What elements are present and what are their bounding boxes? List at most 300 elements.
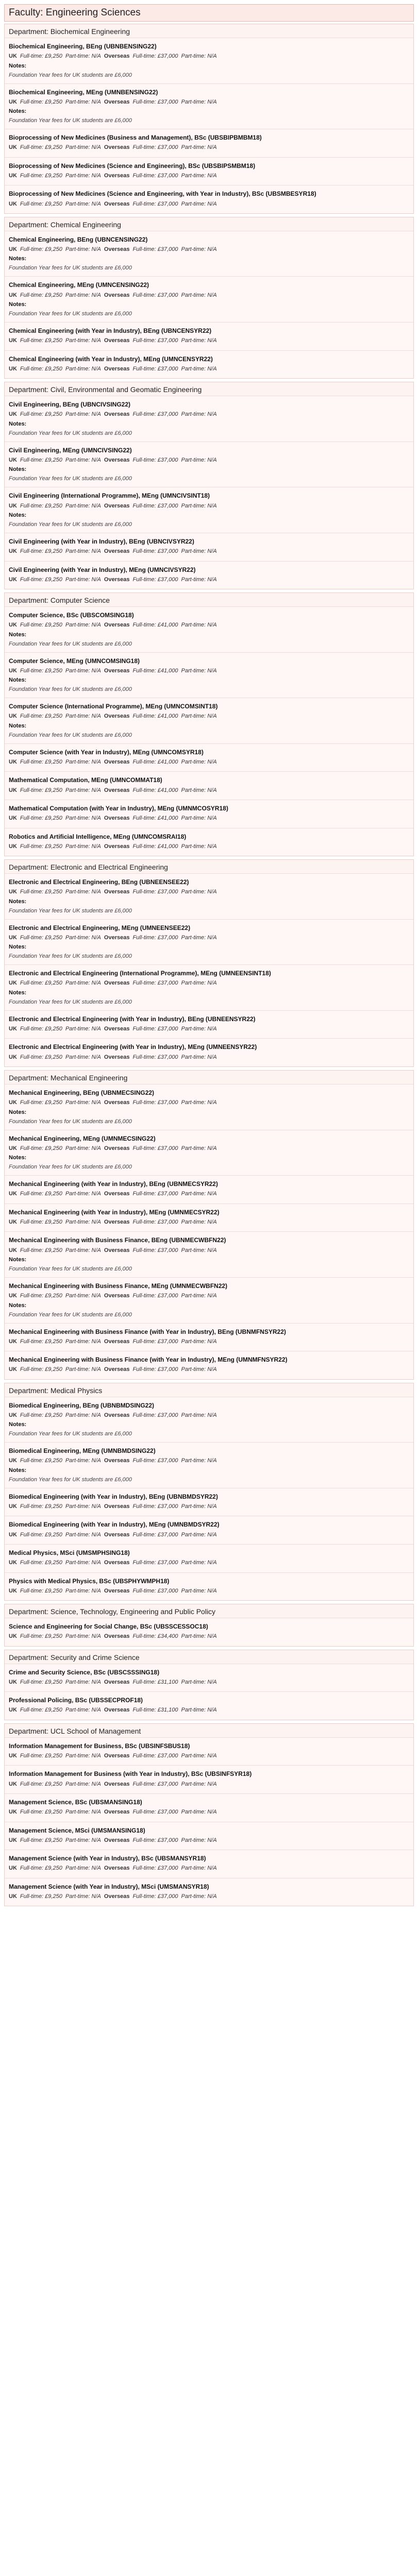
fee-uk-parttime: Part-time: N/A (65, 1781, 101, 1787)
fee-uk-parttime: Part-time: N/A (65, 576, 101, 583)
programme-entry (5, 231, 413, 277)
fee-overseas-label: Overseas (104, 1247, 130, 1253)
fee-overseas-parttime: Part-time: N/A (181, 1893, 217, 1900)
fee-uk-fulltime: Full-time: £9,250 (20, 576, 62, 583)
fee-uk-fulltime: Full-time: £9,250 (20, 787, 62, 793)
foundation-note: Foundation Year fees for UK students are £6,000 (9, 1118, 132, 1125)
fee-uk-parttime: Part-time: N/A (65, 1293, 101, 1299)
fee-uk-parttime: Part-time: N/A (65, 667, 101, 674)
fee-row (9, 1531, 409, 1539)
fee-overseas-parttime: Part-time: N/A (181, 1865, 217, 1872)
programme-name: Biochemical Engineering, MEng (UMNBENSING22) (9, 88, 158, 96)
fee-uk-parttime: Part-time: N/A (65, 1412, 101, 1418)
programme-name: Bioprocessing of New Medicines (Science and Engineering), BSc (UBSBIPSMBM18) (9, 162, 256, 170)
department-title: Department: Security and Crime Science (9, 1653, 140, 1662)
fee-overseas-parttime: Part-time: N/A (181, 1054, 217, 1060)
programme-entry (5, 1664, 413, 1692)
notes-label: Notes: (9, 944, 27, 951)
fee-overseas-parttime: Part-time: N/A (181, 934, 217, 941)
foundation-note: Foundation Year fees for UK students are £6,000 (9, 476, 132, 482)
fee-uk-label: UK (9, 548, 17, 555)
fee-overseas-fulltime: Full-time: £37,000 (132, 1054, 178, 1060)
fee-overseas-parttime: Part-time: N/A (181, 889, 217, 895)
programme-name: Bioprocessing of New Medicines (Business and Management), BSc (UBSBIPBMBM18) (9, 134, 262, 142)
fee-overseas-parttime: Part-time: N/A (181, 1338, 217, 1345)
department-title: Department: Medical Physics (9, 1386, 103, 1395)
fee-uk-label: UK (9, 1054, 17, 1060)
fee-overseas-fulltime: Full-time: £37,000 (132, 1247, 178, 1253)
programme-name: Biomedical Engineering, BEng (UBNBMDSING22) (9, 1401, 155, 1409)
programme-entry (5, 276, 413, 322)
department-section (4, 382, 414, 589)
fee-uk-label: UK (9, 759, 17, 766)
programme-entry (5, 771, 413, 800)
fee-row (9, 548, 409, 555)
department-section (4, 1650, 414, 1720)
fee-uk-fulltime: Full-time: £9,250 (20, 337, 62, 344)
fee-overseas-label: Overseas (104, 1366, 130, 1373)
fee-row (9, 1587, 409, 1595)
programme-name: Civil Engineering (with Year in Industry), BEng (UBNCIVSYR22) (9, 537, 194, 545)
fee-uk-fulltime: Full-time: £9,250 (20, 1366, 62, 1373)
fee-uk-fulltime: Full-time: £9,250 (20, 934, 62, 941)
department-title: Department: Computer Science (9, 596, 110, 605)
fee-uk-parttime: Part-time: N/A (65, 815, 101, 822)
fee-overseas-fulltime: Full-time: £37,000 (132, 1338, 178, 1345)
fee-overseas-fulltime: Full-time: £37,000 (132, 337, 178, 344)
fee-overseas-fulltime: Full-time: £37,000 (132, 548, 178, 555)
fee-uk-fulltime: Full-time: £9,250 (20, 1218, 62, 1225)
fee-uk-parttime: Part-time: N/A (65, 548, 101, 555)
programme-entry (5, 1737, 413, 1766)
fee-uk-parttime: Part-time: N/A (65, 1503, 101, 1510)
programme-entry (5, 1544, 413, 1572)
fee-uk-parttime: Part-time: N/A (65, 787, 101, 793)
foundation-note: Foundation Year fees for UK students are £6,000 (9, 72, 132, 78)
fee-overseas-parttime: Part-time: N/A (181, 1293, 217, 1299)
fee-uk-label: UK (9, 787, 17, 793)
programme-name: Mechanical Engineering (with Year in Industry), MEng (UMNMECSYR22) (9, 1208, 220, 1216)
fee-overseas-parttime: Part-time: N/A (181, 456, 217, 463)
fee-uk-label: UK (9, 1247, 17, 1253)
fee-uk-parttime: Part-time: N/A (65, 1893, 101, 1900)
department-section (4, 217, 414, 379)
fee-uk-parttime: Part-time: N/A (65, 1338, 101, 1345)
fee-uk-label: UK (9, 1338, 17, 1345)
fee-row (9, 144, 409, 151)
programme-name: Bioprocessing of New Medicines (Science and Engineering, with Year in Industry), BSc (UBSMBESYR18) (9, 190, 316, 198)
programme-entry (5, 800, 413, 828)
fee-overseas-fulltime: Full-time: £37,000 (132, 200, 178, 207)
programme-name: Medical Physics, MSci (UMSMPHSING18) (9, 1549, 130, 1556)
fee-uk-parttime: Part-time: N/A (65, 502, 101, 509)
notes-label: Notes: (9, 1421, 27, 1428)
fee-overseas-label: Overseas (104, 456, 130, 463)
programme-name: Biomedical Engineering (with Year in Industry), BEng (UBNBMDSYR22) (9, 1493, 218, 1500)
notes-label: Notes: (9, 108, 27, 115)
fee-row (9, 172, 409, 180)
fee-overseas-fulltime: Full-time: £37,000 (132, 1560, 178, 1566)
programme-entry (5, 1084, 413, 1130)
fee-overseas-label: Overseas (104, 980, 130, 987)
fee-overseas-fulltime: Full-time: £37,000 (132, 365, 178, 372)
notes-label: Notes: (9, 677, 27, 684)
fee-row (9, 456, 409, 464)
programme-name: Professional Policing, BSc (UBSSECPROF18) (9, 1697, 143, 1704)
programme-entry (5, 442, 413, 487)
fee-uk-parttime: Part-time: N/A (65, 172, 101, 179)
fee-row (9, 1457, 409, 1465)
fee-overseas-fulltime: Full-time: £37,000 (132, 1099, 178, 1106)
fee-overseas-label: Overseas (104, 337, 130, 344)
foundation-note: Foundation Year fees for UK students are £6,000 (9, 1476, 132, 1483)
fee-uk-parttime: Part-time: N/A (65, 759, 101, 766)
fee-uk-fulltime: Full-time: £9,250 (20, 1026, 62, 1032)
fee-row (9, 934, 409, 942)
fee-row (9, 1025, 409, 1033)
programme-entry (5, 1010, 413, 1039)
fee-uk-fulltime: Full-time: £9,250 (20, 1679, 62, 1685)
fee-overseas-label: Overseas (104, 667, 130, 674)
fee-overseas-label: Overseas (104, 576, 130, 583)
programme-entry (5, 1323, 413, 1351)
fee-overseas-label: Overseas (104, 1587, 130, 1594)
fee-uk-label: UK (9, 1218, 17, 1225)
fee-overseas-fulltime: Full-time: £37,000 (132, 1809, 178, 1816)
fee-row (9, 411, 409, 418)
fee-overseas-parttime: Part-time: N/A (181, 1837, 217, 1843)
fee-overseas-label: Overseas (104, 1809, 130, 1816)
fee-overseas-parttime: Part-time: N/A (181, 1026, 217, 1032)
fee-overseas-fulltime: Full-time: £37,000 (132, 1145, 178, 1151)
programme-name: Robotics and Artificial Intelligence, MEng (UMNCOMSRAI18) (9, 833, 187, 840)
programme-entry (5, 652, 413, 698)
fee-uk-label: UK (9, 172, 17, 179)
notes-label: Notes: (9, 1109, 27, 1115)
fee-row (9, 888, 409, 896)
fee-uk-label: UK (9, 1560, 17, 1566)
fee-uk-label: UK (9, 1893, 17, 1900)
programme-name: Physics with Medical Physics, BSc (UBSPHYWMPH18) (9, 1577, 170, 1585)
fee-uk-fulltime: Full-time: £9,250 (20, 759, 62, 766)
fee-overseas-parttime: Part-time: N/A (181, 1809, 217, 1816)
fee-uk-parttime: Part-time: N/A (65, 1633, 101, 1640)
fee-uk-parttime: Part-time: N/A (65, 843, 101, 850)
fee-uk-label: UK (9, 1366, 17, 1373)
notes-label: Notes: (9, 62, 27, 69)
programme-name: Mechanical Engineering, BEng (UBNMECSING22) (9, 1089, 155, 1097)
fee-overseas-parttime: Part-time: N/A (181, 337, 217, 344)
fee-overseas-parttime: Part-time: N/A (181, 1531, 217, 1538)
fee-uk-fulltime: Full-time: £9,250 (20, 1781, 62, 1787)
fee-overseas-parttime: Part-time: N/A (181, 1753, 217, 1759)
programme-entry (5, 743, 413, 772)
fee-row (9, 1865, 409, 1872)
fee-uk-parttime: Part-time: N/A (65, 1809, 101, 1816)
fee-overseas-label: Overseas (104, 759, 130, 766)
programme-name: Mathematical Computation, MEng (UMNCOMMAT18) (9, 776, 162, 784)
fee-overseas-label: Overseas (104, 411, 130, 418)
department-section (4, 592, 414, 856)
fee-uk-fulltime: Full-time: £9,250 (20, 1145, 62, 1151)
fee-uk-fulltime: Full-time: £9,250 (20, 200, 62, 207)
fee-row (9, 1218, 409, 1226)
fee-row (9, 292, 409, 299)
fee-overseas-fulltime: Full-time: £37,000 (132, 1781, 178, 1787)
programme-name: Management Science, BSc (UBSMANSING18) (9, 1799, 142, 1806)
fee-uk-parttime: Part-time: N/A (65, 1865, 101, 1872)
programme-name: Civil Engineering (with Year in Industry), MEng (UMNCIVSYR22) (9, 566, 196, 573)
fee-uk-label: UK (9, 622, 17, 629)
programme-name: Chemical Engineering, BEng (UBNCENSING22) (9, 235, 148, 243)
programme-entry (5, 487, 413, 533)
fee-uk-parttime: Part-time: N/A (65, 1837, 101, 1843)
fee-uk-fulltime: Full-time: £9,250 (20, 172, 62, 179)
fee-uk-parttime: Part-time: N/A (65, 337, 101, 344)
programme-name: Mechanical Engineering with Business Finance (with Year in Industry), BEng (UBNMFNSYR22) (9, 1328, 286, 1335)
fee-uk-parttime: Part-time: N/A (65, 1247, 101, 1253)
fee-uk-parttime: Part-time: N/A (65, 456, 101, 463)
programme-entry (5, 1175, 413, 1204)
programme-name: Information Management for Business (with Year in Industry), BSc (UBSINFSYR18) (9, 1770, 252, 1778)
fee-row (9, 815, 409, 822)
programme-entry (5, 1878, 413, 1906)
fee-uk-fulltime: Full-time: £9,250 (20, 548, 62, 555)
fee-uk-label: UK (9, 1679, 17, 1685)
fee-row (9, 713, 409, 720)
fee-uk-fulltime: Full-time: £9,250 (20, 1865, 62, 1872)
programme-name: Electronic and Electrical Engineering, MEng (UMNEENSEE22) (9, 924, 191, 931)
fee-uk-label: UK (9, 1145, 17, 1151)
fee-overseas-fulltime: Full-time: £37,000 (132, 1191, 178, 1197)
fee-overseas-parttime: Part-time: N/A (181, 815, 217, 822)
fee-uk-parttime: Part-time: N/A (65, 411, 101, 418)
fee-uk-parttime: Part-time: N/A (65, 889, 101, 895)
fee-row (9, 1633, 409, 1640)
fee-overseas-parttime: Part-time: N/A (181, 713, 217, 720)
fee-row (9, 1099, 409, 1107)
fee-uk-fulltime: Full-time: £9,250 (20, 411, 62, 418)
fee-row (9, 667, 409, 675)
fee-uk-parttime: Part-time: N/A (65, 1099, 101, 1106)
fee-uk-fulltime: Full-time: £9,250 (20, 1191, 62, 1197)
fee-overseas-fulltime: Full-time: £41,000 (132, 815, 178, 822)
programme-entry (5, 1618, 413, 1646)
fee-uk-fulltime: Full-time: £9,250 (20, 1753, 62, 1759)
notes-label: Notes: (9, 722, 27, 729)
fee-overseas-fulltime: Full-time: £37,000 (132, 1503, 178, 1510)
programme-name: Computer Science (International Programme), MEng (UMNCOMSINT18) (9, 703, 218, 710)
programme-name: Management Science (with Year in Industry), MSci (UMSMANSYR18) (9, 1883, 209, 1890)
fee-row (9, 1837, 409, 1844)
programme-entry (5, 1572, 413, 1601)
fee-uk-label: UK (9, 1412, 17, 1418)
fee-uk-label: UK (9, 1837, 17, 1843)
foundation-note: Foundation Year fees for UK students are £6,000 (9, 521, 132, 528)
notes-label: Notes: (9, 1155, 27, 1161)
fee-row (9, 1292, 409, 1300)
programme-name: Electronic and Electrical Engineering (International Programme), MEng (UMNEENSINT18) (9, 970, 271, 977)
fee-row (9, 1054, 409, 1061)
department-section (4, 24, 414, 214)
fee-uk-fulltime: Full-time: £9,250 (20, 1837, 62, 1843)
foundation-note: Foundation Year fees for UK students are £6,000 (9, 640, 132, 647)
fee-uk-parttime: Part-time: N/A (65, 365, 101, 372)
fee-uk-label: UK (9, 337, 17, 344)
programme-name: Electronic and Electrical Engineering, BEng (UBNEENSEE22) (9, 878, 189, 886)
fee-uk-fulltime: Full-time: £9,250 (20, 1503, 62, 1510)
programme-entry (5, 1397, 413, 1443)
fee-overseas-label: Overseas (104, 1531, 130, 1538)
fee-overseas-parttime: Part-time: N/A (181, 1560, 217, 1566)
programme-entry (5, 1850, 413, 1878)
fee-overseas-label: Overseas (104, 815, 130, 822)
programme-entry (5, 873, 413, 919)
fee-uk-label: UK (9, 53, 17, 60)
fee-overseas-parttime: Part-time: N/A (181, 667, 217, 674)
department-title: Department: Electronic and Electrical Engineering (9, 863, 168, 872)
fee-uk-fulltime: Full-time: £9,250 (20, 713, 62, 720)
fee-uk-fulltime: Full-time: £9,250 (20, 502, 62, 509)
fee-uk-parttime: Part-time: N/A (65, 1458, 101, 1464)
fee-uk-label: UK (9, 246, 17, 253)
fee-uk-parttime: Part-time: N/A (65, 53, 101, 60)
fee-overseas-parttime: Part-time: N/A (181, 548, 217, 555)
fee-overseas-fulltime: Full-time: £41,000 (132, 787, 178, 793)
fee-overseas-label: Overseas (104, 1458, 130, 1464)
foundation-note: Foundation Year fees for UK students are £6,000 (9, 430, 132, 436)
fee-overseas-label: Overseas (104, 1026, 130, 1032)
programme-name: Mechanical Engineering, MEng (UMNMECSING22) (9, 1134, 156, 1142)
fee-uk-label: UK (9, 1809, 17, 1816)
fee-overseas-label: Overseas (104, 1753, 130, 1759)
fee-overseas-fulltime: Full-time: £34,400 (132, 1633, 178, 1640)
fee-overseas-parttime: Part-time: N/A (181, 98, 217, 105)
department-title: Department: Mechanical Engineering (9, 1074, 128, 1082)
fee-overseas-parttime: Part-time: N/A (181, 172, 217, 179)
fee-uk-parttime: Part-time: N/A (65, 1560, 101, 1566)
fee-row (9, 1366, 409, 1374)
programme-entry (5, 1038, 413, 1066)
fee-overseas-parttime: Part-time: N/A (181, 980, 217, 987)
fee-uk-label: UK (9, 1587, 17, 1594)
programme-name: Mathematical Computation (with Year in Industry), MEng (UMNMCOSYR18) (9, 804, 228, 812)
fee-uk-label: UK (9, 1865, 17, 1872)
fee-uk-label: UK (9, 1458, 17, 1464)
fee-uk-parttime: Part-time: N/A (65, 934, 101, 941)
fee-overseas-parttime: Part-time: N/A (181, 1707, 217, 1714)
fee-uk-fulltime: Full-time: £9,250 (20, 365, 62, 372)
fee-overseas-label: Overseas (104, 1707, 130, 1714)
fee-overseas-fulltime: Full-time: £37,000 (132, 172, 178, 179)
fee-overseas-label: Overseas (104, 1560, 130, 1566)
fee-uk-label: UK (9, 1026, 17, 1032)
fee-uk-fulltime: Full-time: £9,250 (20, 889, 62, 895)
programme-name: Electronic and Electrical Engineering (with Year in Industry), MEng (UMNEENSYR22) (9, 1043, 257, 1051)
fee-overseas-parttime: Part-time: N/A (181, 622, 217, 629)
notes-label: Notes: (9, 631, 27, 638)
fee-row (9, 1706, 409, 1714)
fee-overseas-fulltime: Full-time: £37,000 (132, 889, 178, 895)
fee-overseas-label: Overseas (104, 53, 130, 60)
fee-row (9, 1338, 409, 1346)
foundation-note: Foundation Year fees for UK students are £6,000 (9, 1431, 132, 1437)
fee-uk-label: UK (9, 1633, 17, 1640)
fee-row (9, 1559, 409, 1567)
fee-overseas-fulltime: Full-time: £37,000 (132, 246, 178, 253)
fee-uk-label: UK (9, 456, 17, 463)
fee-uk-fulltime: Full-time: £9,250 (20, 1707, 62, 1714)
fee-uk-parttime: Part-time: N/A (65, 144, 101, 151)
fee-overseas-label: Overseas (104, 889, 130, 895)
fee-overseas-parttime: Part-time: N/A (181, 1633, 217, 1640)
fee-row (9, 246, 409, 253)
fee-overseas-label: Overseas (104, 246, 130, 253)
fee-overseas-parttime: Part-time: N/A (181, 576, 217, 583)
programme-entry (5, 606, 413, 652)
programme-name: Electronic and Electrical Engineering (with Year in Industry), BEng (UBNEENSYR22) (9, 1015, 256, 1023)
programme-name: Mechanical Engineering with Business Finance, MEng (UMNMECWBFN22) (9, 1282, 228, 1290)
fee-uk-label: UK (9, 502, 17, 509)
fee-overseas-parttime: Part-time: N/A (181, 502, 217, 509)
fee-uk-fulltime: Full-time: £9,250 (20, 98, 62, 105)
fee-uk-label: UK (9, 1293, 17, 1299)
fee-uk-label: UK (9, 144, 17, 151)
fee-overseas-label: Overseas (104, 365, 130, 372)
fee-overseas-parttime: Part-time: N/A (181, 53, 217, 60)
department-section (4, 1604, 414, 1647)
fee-row (9, 979, 409, 987)
foundation-note: Foundation Year fees for UK students are £6,000 (9, 907, 132, 914)
fee-uk-parttime: Part-time: N/A (65, 1026, 101, 1032)
fee-overseas-label: Overseas (104, 1191, 130, 1197)
fee-overseas-label: Overseas (104, 1218, 130, 1225)
fee-overseas-parttime: Part-time: N/A (181, 1099, 217, 1106)
fee-overseas-parttime: Part-time: N/A (181, 411, 217, 418)
fee-overseas-fulltime: Full-time: £37,000 (132, 292, 178, 298)
programme-entry (5, 919, 413, 965)
fee-row (9, 502, 409, 510)
fee-overseas-fulltime: Full-time: £37,000 (132, 1893, 178, 1900)
notes-label: Notes: (9, 989, 27, 996)
fee-uk-fulltime: Full-time: £9,250 (20, 843, 62, 850)
fee-overseas-fulltime: Full-time: £41,000 (132, 622, 178, 629)
programme-entry (5, 1277, 413, 1323)
fee-uk-label: UK (9, 365, 17, 372)
fee-uk-fulltime: Full-time: £9,250 (20, 1247, 62, 1253)
programme-name: Chemical Engineering (with Year in Industry), BEng (UBNCENSYR22) (9, 327, 212, 335)
fee-overseas-parttime: Part-time: N/A (181, 1412, 217, 1418)
fee-uk-fulltime: Full-time: £9,250 (20, 1412, 62, 1418)
department-list (4, 24, 414, 1906)
fee-uk-label: UK (9, 292, 17, 298)
fee-row (9, 1808, 409, 1816)
programme-entry (5, 322, 413, 350)
programme-name: Computer Science, BSc (UBSCOMSING18) (9, 612, 134, 619)
fee-overseas-parttime: Part-time: N/A (181, 1458, 217, 1464)
fee-overseas-fulltime: Full-time: £37,000 (132, 1412, 178, 1418)
fee-overseas-fulltime: Full-time: £37,000 (132, 53, 178, 60)
fee-row (9, 1893, 409, 1901)
fee-uk-label: UK (9, 411, 17, 418)
programme-name: Biomedical Engineering, MEng (UMNBMDSING22) (9, 1447, 156, 1455)
fee-overseas-label: Overseas (104, 1412, 130, 1418)
fee-overseas-label: Overseas (104, 172, 130, 179)
fee-row (9, 843, 409, 851)
fee-uk-label: UK (9, 576, 17, 583)
fee-uk-parttime: Part-time: N/A (65, 1191, 101, 1197)
fee-uk-fulltime: Full-time: £9,250 (20, 1560, 62, 1566)
